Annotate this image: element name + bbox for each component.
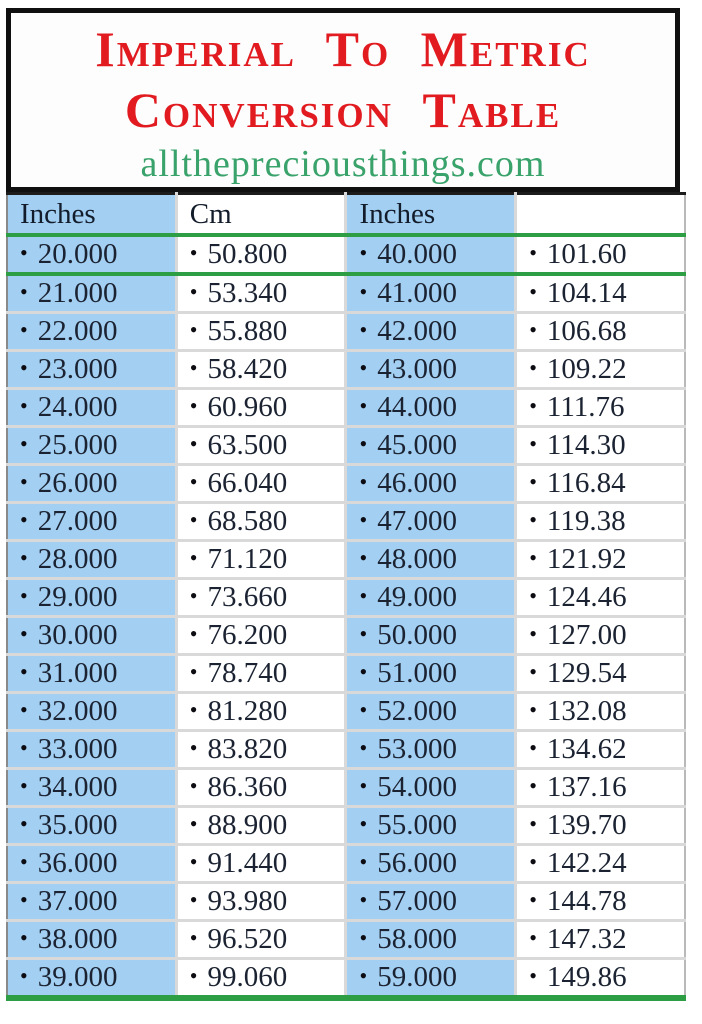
cell-cm-left [176, 617, 346, 655]
cell-inches-left [7, 541, 176, 579]
cell-value: 83.820 [207, 733, 288, 765]
bullet-icon: • [529, 659, 537, 684]
col-header-inches-left: Inches [7, 194, 176, 236]
cell-value: 124.46 [546, 581, 627, 613]
cell-value: 43.000 [377, 353, 457, 385]
cell-value: 54.000 [377, 771, 457, 803]
bullet-icon: • [529, 849, 537, 874]
cell-inches-left [7, 617, 176, 655]
cell-inches-left [7, 235, 176, 274]
bullet-icon: • [359, 773, 368, 798]
cell-cm-left [176, 389, 346, 427]
cell-value: 73.660 [207, 581, 288, 613]
table-row [7, 503, 685, 541]
cell-value: 32.000 [37, 695, 118, 727]
cell-value: 142.24 [546, 847, 627, 879]
page-title-line1: Imperial To Metric [95, 21, 591, 77]
bullet-icon: • [189, 279, 198, 304]
bullet-icon: • [189, 507, 198, 532]
cell-inches-right [346, 541, 516, 579]
table-row [7, 389, 685, 427]
bullet-icon: • [529, 507, 537, 532]
cell-value: 139.70 [546, 809, 627, 841]
bullet-icon: • [359, 963, 368, 988]
cell-value: 30.000 [37, 619, 118, 651]
bullet-icon: • [189, 469, 198, 494]
bullet-icon: • [20, 697, 28, 722]
bullet-icon: • [359, 887, 368, 912]
bullet-icon: • [359, 621, 368, 646]
bullet-icon: • [189, 697, 198, 722]
cell-inches-left [7, 731, 176, 769]
cell-value: 106.68 [546, 315, 627, 347]
cell-value: 129.54 [546, 657, 627, 689]
cell-cm-left [176, 579, 346, 617]
title-box [6, 8, 680, 192]
bullet-icon: • [359, 659, 368, 684]
cell-cm-right [516, 807, 685, 845]
cell-cm-left [176, 427, 346, 465]
bullet-icon: • [529, 545, 537, 570]
bullet-icon: • [189, 545, 198, 570]
bullet-icon: • [189, 963, 198, 988]
bullet-icon: • [20, 621, 28, 646]
cell-value: 93.980 [207, 885, 288, 917]
cell-inches-right [346, 503, 516, 541]
cell-cm-right [516, 845, 685, 883]
cell-value: 24.000 [37, 391, 118, 423]
bullet-icon: • [189, 621, 198, 646]
cell-inches-right [346, 465, 516, 503]
cell-value: 111.76 [546, 391, 625, 423]
bullet-icon: • [189, 393, 198, 418]
cell-value: 99.060 [207, 961, 288, 993]
cell-inches-right [346, 845, 516, 883]
cell-cm-right [516, 617, 685, 655]
cell-value: 86.360 [207, 771, 288, 803]
cell-cm-left [176, 921, 346, 959]
cell-cm-left [176, 959, 346, 999]
cell-value: 144.78 [546, 885, 627, 917]
cell-value: 29.000 [37, 581, 118, 613]
bullet-icon: • [20, 431, 28, 456]
cell-value: 53.340 [207, 277, 288, 309]
cell-cm-right [516, 465, 685, 503]
bullet-icon: • [529, 887, 537, 912]
table-row [7, 731, 685, 769]
cell-cm-left [176, 693, 346, 731]
cell-value: 127.00 [546, 619, 627, 651]
cell-value: 55.880 [207, 315, 288, 347]
cell-inches-right [346, 351, 516, 389]
cell-cm-right [516, 235, 685, 274]
bullet-icon: • [359, 811, 368, 836]
bullet-icon: • [529, 393, 537, 418]
col-header-cm-left: Cm [176, 194, 346, 236]
cell-value: 37.000 [37, 885, 118, 917]
cell-inches-right [346, 883, 516, 921]
table-row [7, 693, 685, 731]
bullet-icon: • [529, 697, 537, 722]
cell-inches-right [346, 921, 516, 959]
website-url: allthepreciousthings.com [140, 143, 546, 185]
bullet-icon: • [359, 545, 368, 570]
bullet-icon: • [359, 469, 368, 494]
cell-inches-right [346, 959, 516, 999]
bullet-icon: • [20, 735, 28, 760]
page-title-line2: Conversion Table [124, 82, 562, 138]
cell-value: 60.960 [207, 391, 288, 423]
cell-value: 21.000 [37, 277, 118, 309]
bullet-icon: • [359, 925, 368, 950]
cell-cm-right [516, 921, 685, 959]
cell-cm-right [516, 959, 685, 999]
cell-cm-left [176, 769, 346, 807]
cell-inches-left [7, 465, 176, 503]
bullet-icon: • [359, 507, 368, 532]
bullet-icon: • [189, 735, 198, 760]
cell-value: 45.000 [377, 429, 457, 461]
cell-value: 27.000 [37, 505, 118, 537]
cell-value: 53.000 [377, 733, 457, 765]
cell-inches-left [7, 389, 176, 427]
bullet-icon: • [359, 279, 368, 304]
bullet-icon: • [529, 279, 537, 304]
cell-cm-right [516, 313, 685, 351]
table-row [7, 274, 685, 313]
cell-value: 134.62 [546, 733, 627, 765]
bullet-icon: • [359, 393, 368, 418]
table-row [7, 427, 685, 465]
cell-value: 78.740 [207, 657, 288, 689]
table-row [7, 617, 685, 655]
bullet-icon: • [359, 583, 368, 608]
bullet-icon: • [359, 317, 368, 342]
bullet-icon: • [20, 545, 28, 570]
bullet-icon: • [529, 963, 537, 988]
cell-value: 91.440 [207, 847, 288, 879]
bullet-icon: • [529, 773, 537, 798]
bullet-icon: • [189, 659, 198, 684]
table-row [7, 769, 685, 807]
cell-cm-right [516, 731, 685, 769]
bullet-icon: • [20, 583, 28, 608]
cell-inches-left [7, 769, 176, 807]
cell-inches-left [7, 845, 176, 883]
cell-cm-left [176, 351, 346, 389]
cell-inches-left [7, 579, 176, 617]
bullet-icon: • [20, 773, 28, 798]
bullet-icon: • [529, 355, 537, 380]
cell-cm-left [176, 465, 346, 503]
bullet-icon: • [20, 849, 28, 874]
bullet-icon: • [20, 887, 28, 912]
bullet-icon: • [359, 355, 368, 380]
cell-value: 44.000 [377, 391, 457, 423]
cell-value: 66.040 [207, 467, 288, 499]
bullet-icon: • [359, 697, 368, 722]
cell-value: 132.08 [546, 695, 627, 727]
cell-inches-left [7, 351, 176, 389]
cell-value: 48.000 [377, 543, 457, 575]
cell-value: 50.800 [207, 238, 288, 270]
table-row [7, 959, 685, 999]
cell-inches-right [346, 579, 516, 617]
cell-value: 116.84 [546, 467, 626, 499]
bullet-icon: • [20, 659, 28, 684]
cell-value: 59.000 [377, 961, 457, 993]
bullet-icon: • [20, 279, 28, 304]
bullet-icon: • [20, 355, 28, 380]
cell-value: 31.000 [37, 657, 118, 689]
cell-value: 56.000 [377, 847, 457, 879]
cell-cm-right [516, 503, 685, 541]
bullet-icon: • [20, 469, 28, 494]
cell-inches-right [346, 693, 516, 731]
cell-cm-left [176, 655, 346, 693]
cell-value: 149.86 [546, 961, 627, 993]
bullet-icon: • [20, 317, 28, 342]
cell-cm-left [176, 541, 346, 579]
bullet-icon: • [529, 925, 537, 950]
bullet-icon: • [529, 583, 537, 608]
cell-cm-left [176, 883, 346, 921]
cell-value: 26.000 [37, 467, 118, 499]
cell-cm-right [516, 427, 685, 465]
cell-cm-left [176, 845, 346, 883]
cell-value: 63.500 [207, 429, 288, 461]
table-row [7, 541, 685, 579]
cell-value: 137.16 [546, 771, 627, 803]
cell-cm-left [176, 731, 346, 769]
header-row [7, 194, 685, 236]
cell-value: 52.000 [377, 695, 457, 727]
cell-value: 88.900 [207, 809, 288, 841]
cell-inches-right [346, 313, 516, 351]
cell-value: 33.000 [37, 733, 118, 765]
cell-inches-right [346, 731, 516, 769]
cell-cm-left [176, 503, 346, 541]
cell-value: 96.520 [207, 923, 288, 955]
cell-inches-right [346, 274, 516, 313]
cell-inches-left [7, 313, 176, 351]
table-row [7, 579, 685, 617]
cell-value: 47.000 [377, 505, 457, 537]
bullet-icon: • [20, 240, 28, 265]
cell-inches-left [7, 807, 176, 845]
cell-value: 76.200 [207, 619, 288, 651]
cell-inches-right [346, 235, 516, 274]
bullet-icon: • [189, 811, 198, 836]
cell-value: 81.280 [207, 695, 288, 727]
cell-cm-left [176, 807, 346, 845]
cell-inches-left [7, 921, 176, 959]
cell-value: 41.000 [377, 277, 457, 309]
table-row [7, 883, 685, 921]
cell-value: 104.14 [546, 277, 627, 309]
bullet-icon: • [529, 431, 537, 456]
bullet-icon: • [359, 431, 368, 456]
cell-value: 58.420 [207, 353, 288, 385]
cell-inches-left [7, 427, 176, 465]
bullet-icon: • [529, 469, 537, 494]
table-row [7, 655, 685, 693]
cell-value: 119.38 [546, 505, 626, 537]
bullet-icon: • [189, 849, 198, 874]
bullet-icon: • [189, 355, 198, 380]
cell-value: 109.22 [546, 353, 627, 385]
cell-inches-right [346, 807, 516, 845]
cell-value: 57.000 [377, 885, 457, 917]
bullet-icon: • [529, 735, 537, 760]
table-row [7, 807, 685, 845]
table-header [7, 194, 685, 236]
cell-value: 50.000 [377, 619, 457, 651]
bullet-icon: • [189, 887, 198, 912]
bullet-icon: • [189, 431, 198, 456]
col-header-cm-right [516, 194, 685, 236]
cell-inches-right [346, 655, 516, 693]
cell-value: 101.60 [546, 238, 627, 270]
cell-inches-right [346, 427, 516, 465]
bullet-icon: • [189, 925, 198, 950]
table-row [7, 313, 685, 351]
cell-value: 46.000 [377, 467, 457, 499]
table-row [7, 351, 685, 389]
cell-value: 51.000 [377, 657, 457, 689]
table-body [7, 235, 685, 998]
cell-inches-left [7, 655, 176, 693]
bullet-icon: • [529, 811, 537, 836]
cell-value: 55.000 [377, 809, 457, 841]
cell-value: 58.000 [377, 923, 457, 955]
cell-value: 22.000 [37, 315, 118, 347]
bullet-icon: • [359, 240, 368, 265]
cell-cm-left [176, 235, 346, 274]
cell-value: 39.000 [37, 961, 118, 993]
cell-value: 68.580 [207, 505, 288, 537]
cell-cm-right [516, 351, 685, 389]
cell-cm-right [516, 693, 685, 731]
cell-inches-left [7, 503, 176, 541]
cell-cm-right [516, 769, 685, 807]
cell-cm-right [516, 274, 685, 313]
bullet-icon: • [20, 507, 28, 532]
cell-value: 34.000 [37, 771, 118, 803]
bullet-icon: • [529, 317, 537, 342]
cell-inches-left [7, 959, 176, 999]
cell-value: 20.000 [37, 238, 118, 270]
cell-inches-right [346, 389, 516, 427]
cell-cm-right [516, 883, 685, 921]
cell-inches-right [346, 617, 516, 655]
table-row [7, 921, 685, 959]
bullet-icon: • [359, 735, 368, 760]
table-row [7, 235, 685, 274]
cell-cm-left [176, 313, 346, 351]
table-row [7, 465, 685, 503]
bullet-icon: • [189, 240, 198, 265]
bullet-icon: • [20, 963, 28, 988]
cell-value: 36.000 [37, 847, 118, 879]
cell-value: 121.92 [546, 543, 627, 575]
cell-value: 28.000 [37, 543, 118, 575]
cell-value: 114.30 [546, 429, 626, 461]
cell-cm-right [516, 655, 685, 693]
bullet-icon: • [189, 583, 198, 608]
conversion-table [6, 192, 686, 1001]
cell-cm-left [176, 274, 346, 313]
cell-cm-right [516, 541, 685, 579]
cell-value: 71.120 [207, 543, 288, 575]
cell-value: 40.000 [377, 238, 457, 270]
table-row [7, 845, 685, 883]
cell-inches-left [7, 274, 176, 313]
bullet-icon: • [189, 773, 198, 798]
cell-value: 42.000 [377, 315, 457, 347]
cell-inches-left [7, 693, 176, 731]
cell-value: 25.000 [37, 429, 118, 461]
cell-value: 35.000 [37, 809, 118, 841]
col-header-inches-right: Inches [346, 194, 516, 236]
cell-inches-right [346, 769, 516, 807]
cell-value: 49.000 [377, 581, 457, 613]
cell-value: 23.000 [37, 353, 118, 385]
bullet-icon: • [529, 621, 537, 646]
bullet-icon: • [20, 925, 28, 950]
bullet-icon: • [20, 393, 28, 418]
bullet-icon: • [529, 240, 537, 265]
cell-cm-right [516, 579, 685, 617]
cell-value: 38.000 [37, 923, 118, 955]
bullet-icon: • [20, 811, 28, 836]
bullet-icon: • [189, 317, 198, 342]
bullet-icon: • [359, 849, 368, 874]
cell-inches-left [7, 883, 176, 921]
cell-cm-right [516, 389, 685, 427]
cell-value: 147.32 [546, 923, 627, 955]
